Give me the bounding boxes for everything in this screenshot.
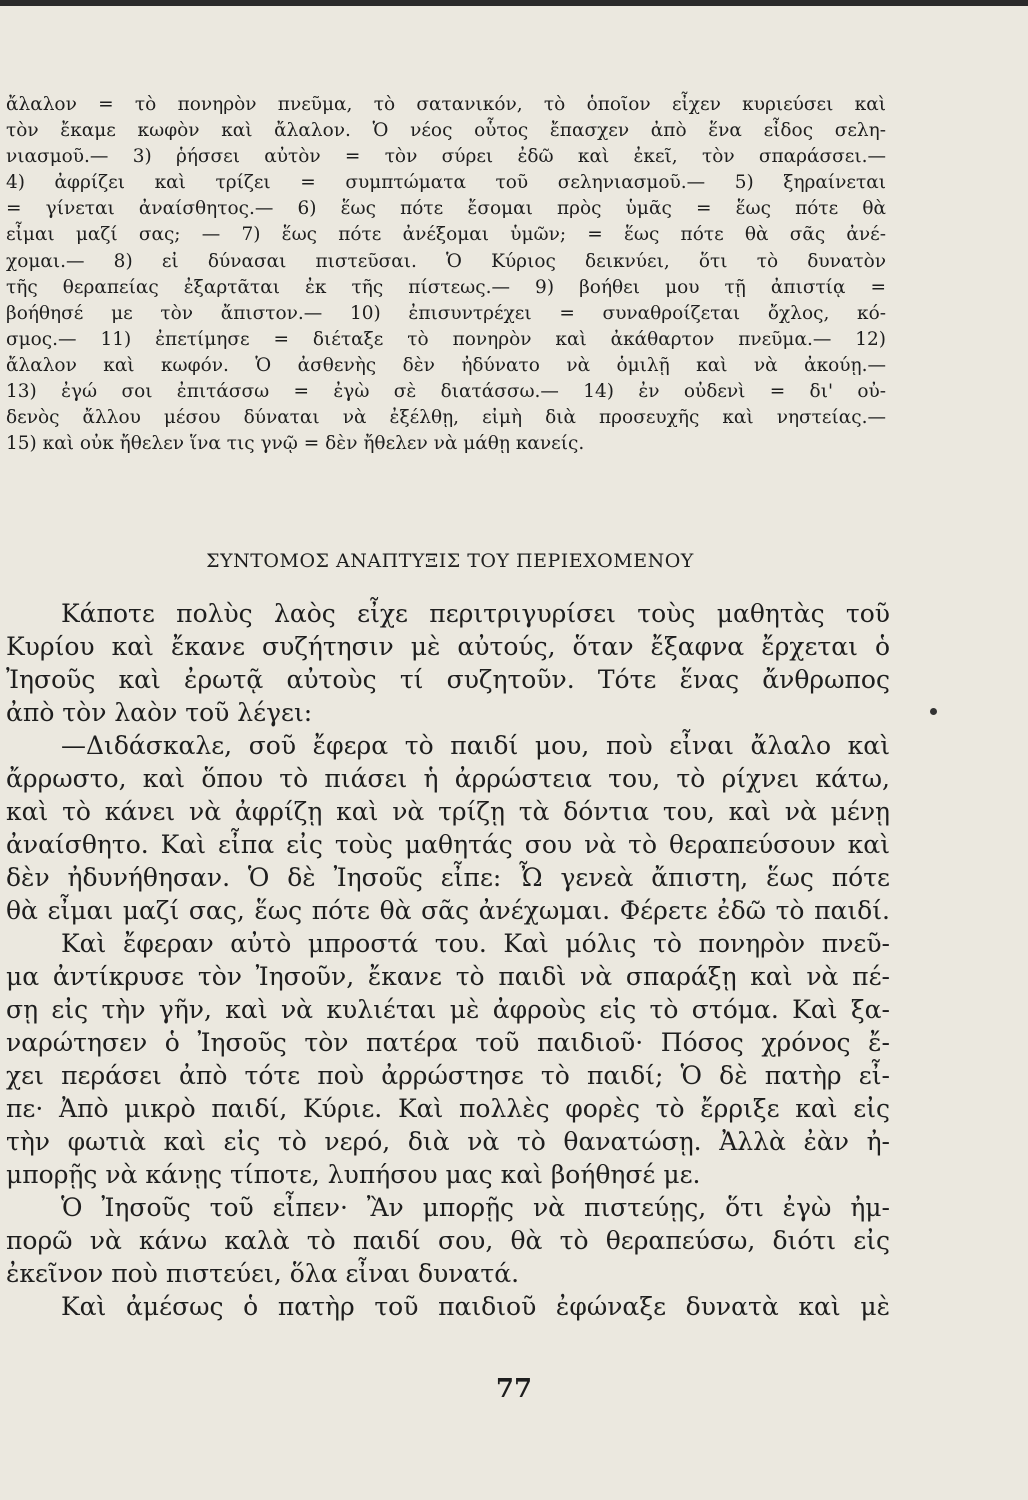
text-line: Κυρίου καὶ ἔκανε συζήτησιν μὲ αὐτούς, ὅταν ἔξαφνα ἔρχεται ὁ	[6, 632, 890, 661]
note-line: βοήθησέ με τὸν ἄπιστον.— 10) ἐπισυντρέχει = συναθροίζεται ὄχλος, κό-	[6, 302, 886, 324]
text-line: ναρώτησεν ὁ Ἰησοῦς τὸν πατέρα τοῦ παιδιοῦ· Πόσος χρόνος ἔ-	[6, 1028, 890, 1057]
text-line: ἀπὸ τὸν λαὸν τοῦ λέγει:	[6, 698, 313, 727]
note-line: τῆς θεραπείας ἐξαρτᾶται ἐκ τῆς πίστεως.— 9) βοήθει μου τῇ ἀπιστίᾳ =	[6, 276, 886, 298]
text-line: καὶ τὸ κάνει νὰ ἀφρίζῃ καὶ νὰ τρίζῃ τὰ δόντια του, καὶ νὰ μένῃ	[6, 797, 890, 826]
text-line: χει περάσει ἀπὸ τότε ποὺ ἀρρώστησε τὸ παιδί; Ὁ δὲ πατὴρ εἶ-	[6, 1061, 890, 1090]
note-line: ἄλαλον = τὸ πονηρὸν πνεῦμα, τὸ σατανικόν, τὸ ὁποῖον εἶχεν κυριεύσει καὶ	[6, 94, 886, 115]
text-line: Ἰησοῦς καὶ ἐρωτᾷ αὐτοὺς τί συζητοῦν. Τότε ἕνας ἄνθρωπος	[6, 665, 890, 694]
note-line: χομαι.— 8) εἰ δύνασαι πιστεῦσαι. Ὁ Κύριος δεικνύει, ὅτι τὸ δυνατὸν	[6, 250, 886, 272]
text-line: τὴν φωτιὰ καὶ εἰς τὸ νερό, διὰ νὰ τὸ θανατώσῃ. Ἀλλὰ ἐὰν ἠ-	[6, 1127, 890, 1156]
text-line: ἐκεῖνον ποὺ πιστεύει, ὅλα εἶναι δυνατά.	[6, 1259, 520, 1288]
note-line: = γίνεται ἀναίσθητος.— 6) ἕως πότε ἔσομαι πρὸς ὑμᾶς = ἕως πότε θὰ	[6, 198, 886, 220]
note-line: ἄλαλον καὶ κωφόν. Ὁ ἀσθενὴς δὲν ἠδύνατο νὰ ὁμιλῇ καὶ νὰ ἀκούῃ.—	[6, 354, 886, 376]
text-line: πε· Ἀπὸ μικρὸ παιδί, Κύριε. Καὶ πολλὲς φορὲς τὸ ἔρριξε καὶ εἰς	[6, 1094, 890, 1123]
text-line: ἄρρωστο, καὶ ὅπου τὸ πιάσει ἡ ἀρρώστεια του, τὸ ρίχνει κάτω,	[6, 764, 890, 793]
footnotes-block	[6, 92, 886, 457]
section-heading: ΣΥΝΤΟΜΟΣ ΑΝΑΠΤΥΞΙΣ ΤΟΥ ΠΕΡΙΕΧΟΜΕΝΟΥ	[206, 550, 694, 572]
text-line: θὰ εἶμαι μαζί σας, ἕως πότε θὰ σᾶς ἀνέχωμαι. Φέρετε ἐδῶ τὸ παιδί.	[6, 896, 890, 925]
text-line: πορῶ νὰ κάνω καλὰ τὸ παιδί σου, θὰ τὸ θεραπεύσω, διότι εἰς	[6, 1226, 890, 1255]
page-number: 77	[495, 1374, 533, 1404]
text-line: μα ἀντίκρυσε τὸν Ἰησοῦν, ἔκανε τὸ παιδὶ νὰ σπαράξῃ καὶ νὰ πέ-	[6, 962, 890, 991]
text-line: Καὶ ἔφεραν αὐτὸ μπροστά του. Καὶ μόλις τὸ πονηρὸν πνεῦ-	[61, 929, 890, 958]
text-line: δὲν ἠδυνήθησαν. Ὁ δὲ Ἰησοῦς εἶπε: Ὦ γενεὰ ἄπιστη, ἕως πότε	[6, 863, 890, 892]
note-line: σμος.— 11) ἐπετίμησε = διέταξε τὸ πονηρὸν καὶ ἀκάθαρτον πνεῦμα.— 12)	[6, 328, 886, 350]
note-line: 15) καὶ οὐκ ἤθελεν ἵνα τις γνῷ = δὲν ἤθελεν νὰ μάθῃ κανείς.	[6, 433, 585, 455]
note-line: 13) ἐγώ σοι ἐπιτάσσω = ἐγὼ σὲ διατάσσω.— 14) ἐν οὐδενὶ = δι' οὐ-	[6, 381, 886, 403]
main-text-block	[6, 597, 890, 1323]
note-line: 4) ἀφρίζει καὶ τρίζει = συμπτώματα τοῦ σεληνιασμοῦ.— 5) ξηραίνεται	[6, 172, 886, 194]
text-line: ἀναίσθητο. Καὶ εἶπα εἰς τοὺς μαθητάς σου νὰ τὸ θεραπεύσουν καὶ	[6, 830, 890, 859]
margin-dot	[930, 708, 937, 715]
note-line: τὸν ἔκαμε κωφὸν καὶ ἄλαλον. Ὁ νέος οὗτος ἔπασχεν ἀπὸ ἕνα εἶδος σελη-	[6, 120, 886, 142]
text-line: —Διδάσκαλε, σοῦ ἔφερα τὸ παιδί μου, ποὺ εἶναι ἄλαλο καὶ	[61, 731, 890, 760]
text-line: σῃ εἰς τὴν γῆν, καὶ νὰ κυλιέται μὲ ἀφροὺς εἰς τὸ στόμα. Καὶ ξα-	[6, 995, 890, 1024]
text-line: Ὁ Ἰησοῦς τοῦ εἶπεν· Ἂν μπορῇς νὰ πιστεύῃς, ὅτι ἐγὼ ἠμ-	[61, 1193, 890, 1222]
text-line: Κάποτε πολὺς λαὸς εἶχε περιτριγυρίσει τοὺς μαθητὰς τοῦ	[61, 599, 890, 628]
text-line: μπορῇς νὰ κάνῃς τίποτε, λυπήσου μας καὶ βοήθησέ με.	[6, 1160, 701, 1189]
text-line: Καὶ ἀμέσως ὁ πατὴρ τοῦ παιδιοῦ ἐφώναξε δυνατὰ καὶ μὲ	[61, 1292, 890, 1321]
note-line: νιασμοῦ.— 3) ῥήσσει αὐτὸν = τὸν σύρει ἐδῶ καὶ ἐκεῖ, τὸν σπαράσσει.—	[6, 146, 886, 168]
top-border	[0, 0, 1028, 6]
note-line: εἶμαι μαζί σας; — 7) ἕως πότε ἀνέξομαι ὑμῶν; = ἕως πότε θὰ σᾶς ἀνέ-	[6, 224, 886, 246]
note-line: δενὸς ἄλλου μέσου δύναται νὰ ἐξέλθῃ, εἰμὴ διὰ προσευχῆς καὶ νηστείας.—	[6, 407, 886, 429]
